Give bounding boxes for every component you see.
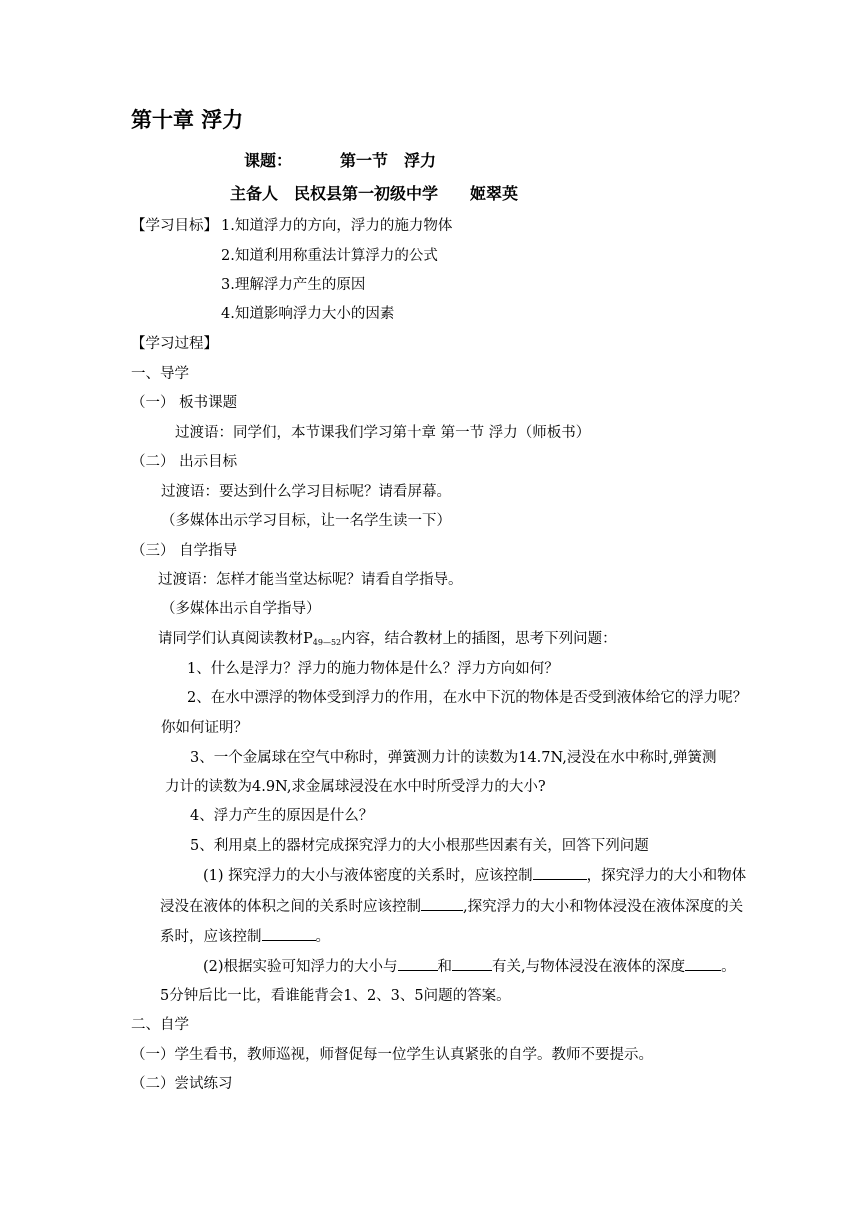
process-label: 【学习过程】 [131,336,218,352]
question-4: 4、浮力产生的原因是什么？ [190,808,374,824]
q5-1-text: ，探究浮力的大小和物体 [586,868,747,884]
reading-suffix: 内容，结合教材上的插图，思考下列问题： [341,631,617,647]
question-1: 1、什么是浮力？浮力的施力物体是什么？浮力方向如何？ [187,661,559,677]
q5-2-text: 和 [437,959,453,975]
objective-item: 3.理解浮力产生的原因 [221,277,366,293]
part1-heading: 一、导学 [131,366,189,382]
chapter-title: 第十章 浮力 [131,107,244,132]
section-heading: （一） 板书课题 [131,395,238,411]
q5-1-text: 浸没在液体的体积之间的关系时应该控制 [160,899,421,915]
q5-1-text: (1) 探究浮力的大小与液体密度的关系时，应该控制 [203,868,533,884]
q5-1-text: ,探究浮力的大小和物体浸没在液体深度的关 [463,899,744,915]
transition-text: 过渡语：怎样才能当堂达标呢？请看自学指导。 [158,572,463,588]
part2-section-1: （一）学生看书，教师巡视，师督促每一位学生认真紧张的自学。教师不要提示。 [131,1047,653,1063]
question-3-line2: 力计的读数为4.9N,求金属球浸没在水中时所受浮力的大小? [165,779,546,795]
q5-2-text: (2)根据实验可知浮力的大小与 [203,959,398,975]
reading-instruction [158,629,617,653]
question-3-line1: 3、一个金属球在空气中称时，弹簧测力计的读数为14.7N,浸没在水中称时,弹簧测 [190,750,717,766]
objective-item: 2.知道利用称重法计算浮力的公式 [221,248,438,264]
question-5-1-line2 [160,896,743,917]
transition-text: 过渡语：要达到什么学习目标呢？请看屏幕。 [161,484,451,500]
question-2-line1: 2、在水中漂浮的物体受到浮力的作用，在水中下沉的物体是否受到液体给它的浮力呢？ [187,690,748,706]
question-2-line2: 你如何证明？ [161,720,248,736]
lesson-topic: 第一节 浮力 [340,151,437,170]
answer-blank[interactable] [452,956,492,971]
answer-blank[interactable] [398,956,438,971]
answer-blank[interactable] [685,956,721,971]
media-note: （多媒体出示自学指导） [161,601,321,617]
objective-item: 4.知道影响浮力大小的因素 [221,306,395,322]
media-note: （多媒体出示学习目标，让一名学生读一下） [161,513,451,529]
transition-text: 过渡语：同学们，本节课我们学习第十章 第一节 浮力（师板书） [175,425,591,441]
answer-blank[interactable] [262,926,316,941]
section-heading: （二） 出示目标 [131,454,238,470]
q5-2-text: 。 [721,959,736,975]
q5-1-text: 。 [315,929,330,945]
compare-note: 5分钟后比一比，看谁能背会1、2、3、5问题的答案。 [160,988,511,1004]
section-heading: （三） 自学指导 [131,543,238,559]
question-5-2 [203,956,736,977]
part2-heading: 二、自学 [131,1017,189,1033]
answer-blank[interactable] [533,865,587,880]
objective-item: 1.知道浮力的方向，浮力的施力物体 [221,218,453,234]
answer-blank[interactable] [421,896,463,911]
question-5: 5、利用桌上的器材完成探究浮力的大小根那些因素有关，回答下列问题 [190,838,649,854]
q5-1-text: 系时，应该控制 [160,929,262,945]
reading-prefix: 请同学们认真阅读教材P [158,631,313,647]
q5-2-text: 有关,与物体浸没在液体的深度 [492,959,686,975]
question-5-1-line3 [160,926,330,947]
part2-section-2: （二）尝试练习 [131,1076,233,1092]
question-5-1-line1 [203,865,746,886]
page-range: 49—52 [312,638,342,647]
lesson-label: 课题： [244,151,293,170]
preparer-line: 主备人 民权县第一初级中学 姬翠英 [230,184,519,203]
objectives-label: 【学习目标】 [131,218,218,234]
